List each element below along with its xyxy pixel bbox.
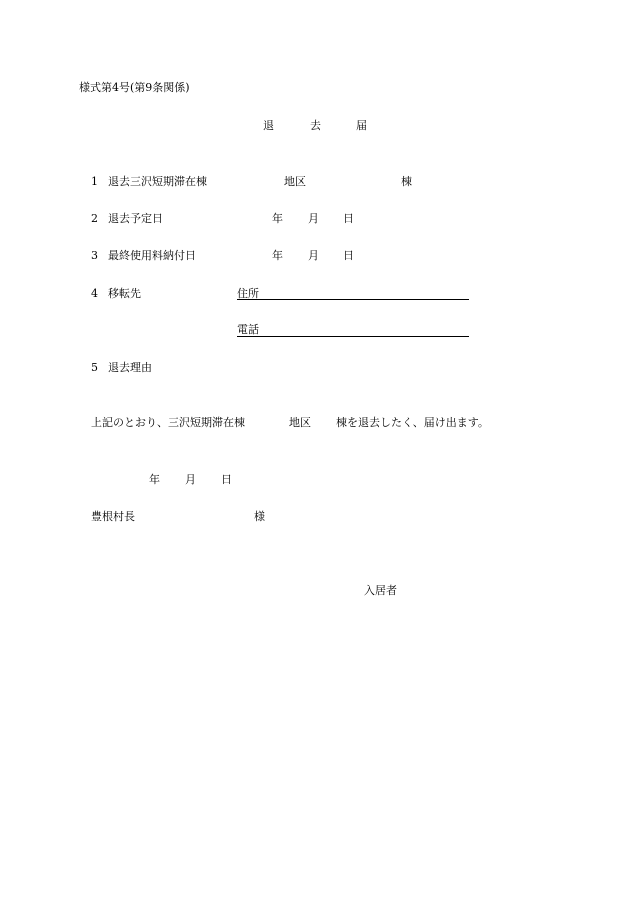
addressee-honorific: 様	[254, 510, 265, 523]
date-month-label: 月	[185, 473, 196, 486]
item-3-number: 3	[91, 249, 98, 262]
title-char-1: 退	[263, 119, 274, 132]
form-number: 様式第4号(第9条関係)	[79, 81, 190, 94]
item-2-day-label: 日	[343, 212, 354, 225]
item-5-label: 退去理由	[108, 361, 152, 374]
item-2-number: 2	[91, 212, 98, 225]
resident-label: 入居者	[364, 584, 397, 597]
item-3-day-label: 日	[343, 249, 354, 262]
date-day-label: 日	[221, 473, 232, 486]
item-1-district-label: 地区	[284, 175, 306, 188]
item-3-year-label: 年	[272, 249, 283, 262]
title-char-3: 届	[356, 119, 367, 132]
addressee-name: 豊根村長	[91, 510, 135, 523]
item-3-month-label: 月	[308, 249, 319, 262]
item-2-month-label: 月	[308, 212, 319, 225]
item-4-label: 移転先	[108, 287, 141, 300]
phone-label: 電話	[237, 323, 259, 336]
item-2-label: 退去予定日	[108, 212, 163, 225]
item-5-number: 5	[91, 361, 98, 374]
address-field[interactable]	[237, 285, 469, 300]
item-1-label: 退去三沢短期滞在棟	[108, 175, 207, 188]
date-year-label: 年	[149, 473, 160, 486]
item-3-label: 最終使用料納付日	[108, 249, 196, 262]
item-2-year-label: 年	[272, 212, 283, 225]
title-char-2: 去	[310, 119, 321, 132]
address-label: 住所	[237, 287, 259, 300]
statement-part-3: 棟を退去したく、届け出ます。	[336, 416, 489, 429]
statement-district-label: 地区	[289, 416, 311, 429]
statement-part-1: 上記のとおり、三沢短期滞在棟	[91, 416, 245, 429]
item-1-number: 1	[91, 175, 98, 188]
phone-field[interactable]	[237, 322, 469, 337]
item-1-building-label: 棟	[401, 175, 412, 188]
item-4-number: 4	[91, 287, 98, 300]
